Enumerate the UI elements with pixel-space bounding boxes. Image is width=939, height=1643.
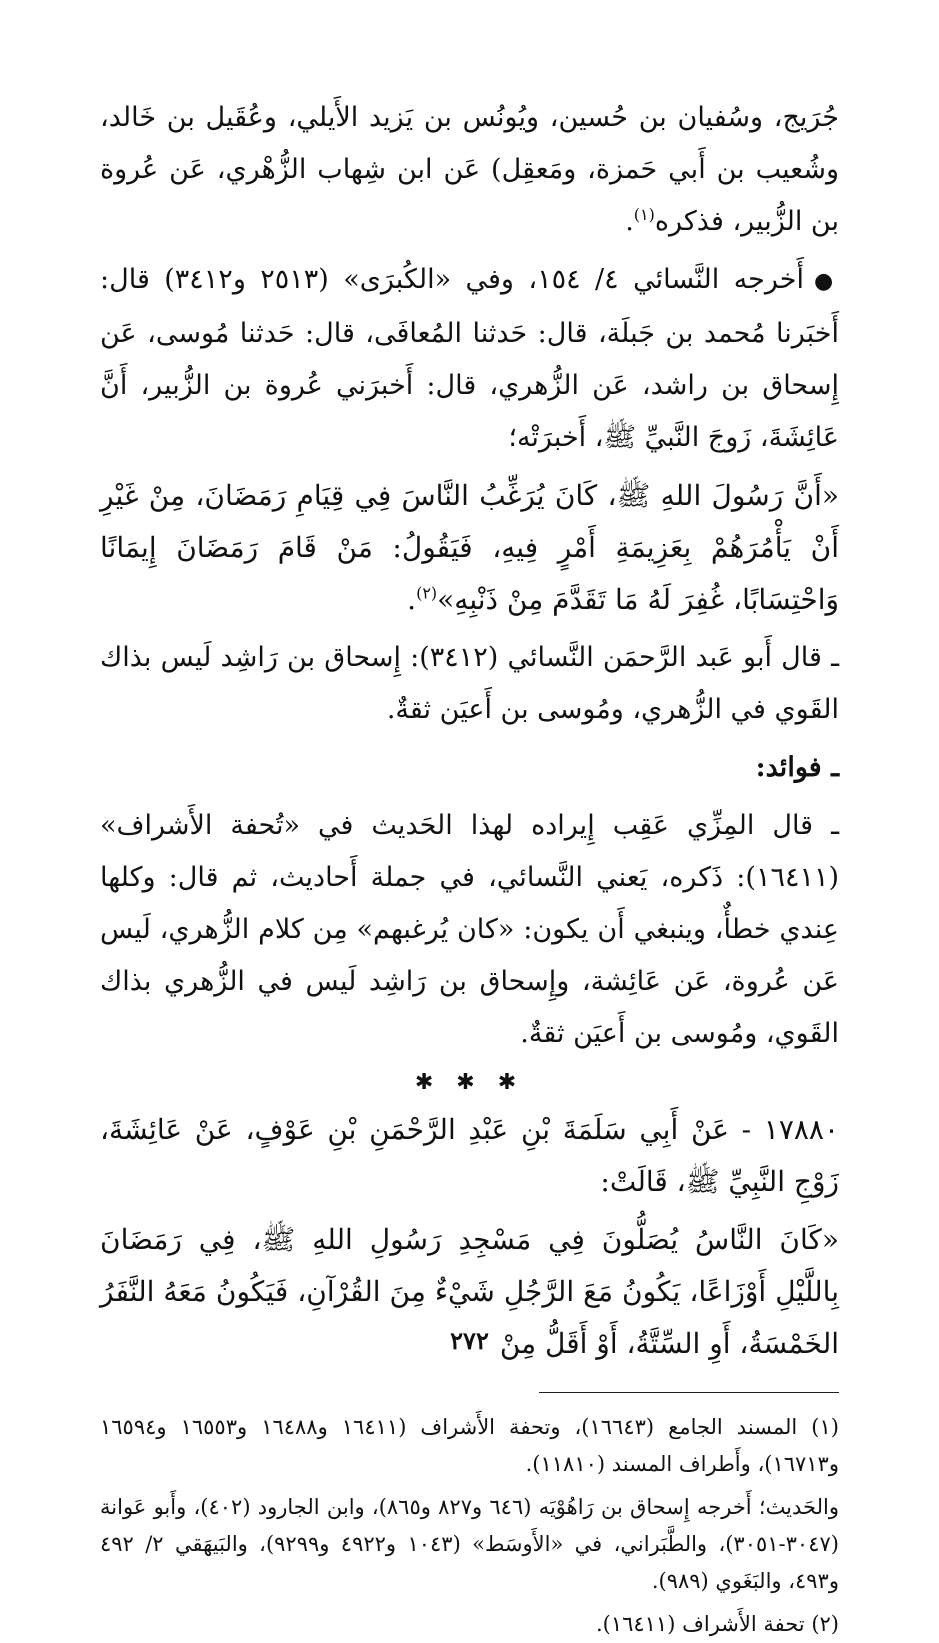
footnote-ref-1[interactable]: (١) bbox=[633, 205, 655, 224]
punctuation: . bbox=[625, 206, 634, 237]
footnote-1-continued: والحَديث؛ أَخرجه إِسحاق بن رَاهُوْيَه (٦٤٦ و٨٢٧ و٨٦٥)، وابن الجارود (٤٠٢)، وأَبو عَوانة (٣٠٤٧-٣٠٥١)، والطَّبَراني، في «الأَوسَط» (١٠٤٣ و٤٩٢٢ و٩٢٩٩)، والبَيهَقي ٢/ ٤٩٢ و٤٩٣، والبَغَوي (٩٨٩). bbox=[100, 1495, 839, 1593]
separator-stars: ✱ ✱ ✱ bbox=[414, 1070, 525, 1095]
paragraph-takhrij bbox=[100, 254, 839, 464]
paragraph-narrators bbox=[100, 92, 839, 248]
paragraph-nasai-comment: ـ قال أَبو عَبد الرَّحمَن النَّسائي (٣٤١٢): إِسحاق بن رَاشِد لَيس بذاك القَوي في الزُّهري، ومُوسى بن أَعيَن ثقةٌ. bbox=[100, 642, 839, 725]
footnote-1: (١) المسند الجامع (١٦٦٤٣)، وتحفة الأَشراف (١٦٤١١ و١٦٤٨٨ و١٦٥٥٣ و١٦٥٩٤ و١٦٧١٣)، وأَطراف المسند (١١٨١٠). bbox=[100, 1415, 839, 1476]
paragraph-text: أَخرجه النَّسائي ٤/ ١٥٤، وفي «الكُبرَى» (٢٥١٣ و٣٤١٢) قال: أَخبَرنا مُحمد بن جَبلَة، قال: حَدثنا المُعافَى، قال: حَدثنا مُوسى، عَن إِسحاق بن راشد، عَن الزُّهري، قال: أَخبرَني عُروة بن الزُّبير، أَنَّ عَائِشَةَ، زَوجَ النَّبيِّ ﷺ، أَخبرَتْه؛ bbox=[100, 264, 839, 453]
paragraph-text: «أَنَّ رَسُولَ اللهِ ﷺ، كَانَ يُرَغِّبُ النَّاسَ فِي قِيَامِ رَمَضَانَ، مِنْ غَيْرِ أَنْ يَأْمُرَهُمْ بِعَزِيمَةِ أَمْرٍ فِيهِ، فَيَقُولُ: مَنْ قَامَ رَمَضَانَ إِيمَانًا وَاحْتِسَابًا، غُفِرَ لَهُ مَا تَقَدَّمَ مِنْ ذَنْبِهِ» bbox=[100, 479, 839, 616]
punctuation: . bbox=[407, 583, 417, 616]
hadith-text bbox=[100, 470, 839, 626]
footnote-divider bbox=[539, 1392, 839, 1393]
paragraph-text: جُرَيج، وسُفيان بن حُسين، ويُونُس بن يَزيد الأَيلي، وعُقَيل بن خَالد، وشُعيب بن أَبي حَمزة، ومَعقِل) عَن ابن شِهاب الزُّهْري، عَن عُروة بن الزُّبير، فذكره bbox=[100, 102, 839, 237]
footnote-2: (٢) تحفة الأَشراف (١٦٤١١). bbox=[595, 1612, 839, 1636]
main-text bbox=[100, 92, 839, 1370]
footnote-ref-2[interactable]: (٢) bbox=[416, 583, 438, 603]
paragraph-mizzi-comment: ـ قال المِزِّي عَقِب إِيراده لهذا الحَديث في «تُحفة الأَشراف» (١٦٤١١): ذَكره، يَعني النَّسائي، في جملة أَحاديث، ثم قال: وكلها عِندي خطأٌ، وينبغي أَن يكون: «كان يُرغبهم» مِن كلام الزُّهري، لَيس عَن عُروة، عَن عَائِشة، وإِسحاق بن رَاشِد لَيس في الزُّهري بذاك القَوي، ومُوسى بن أَعيَن ثقةٌ. bbox=[100, 810, 839, 1049]
bullet-icon: ● bbox=[813, 269, 839, 294]
footnotes bbox=[100, 1409, 839, 1643]
section-heading-fawaid: ـ فوائد: bbox=[755, 752, 839, 783]
hadith-text-2: «كَانَ النَّاسُ يُصَلُّونَ فِي مَسْجِدِ رَسُولِ اللهِ ﷺ، فِي رَمَضَانَ بِاللَّيْلِ أَوْزَاعًا، يَكُونُ مَعَ الرَّجُلِ شَيْءٌ مِنَ القُرْآنِ، فَيَكُونُ مَعَهُ النَّفَرُ الخَمْسَةُ، أَوِ السِّتَّةُ، أَوْ أَقَلُّ مِنْ bbox=[100, 1223, 839, 1360]
hadith-number-heading: ١٧٨٨٠ - عَنْ أَبِي سَلَمَةَ بْنِ عَبْدِ الرَّحْمَنِ بْنِ عَوْفٍ، عَنْ عَائِشَةَ، زَوْجِ النَّبِيِّ ﷺ، قَالَتْ: bbox=[100, 1113, 839, 1198]
page-number: ٢٧٢ bbox=[450, 1326, 489, 1355]
